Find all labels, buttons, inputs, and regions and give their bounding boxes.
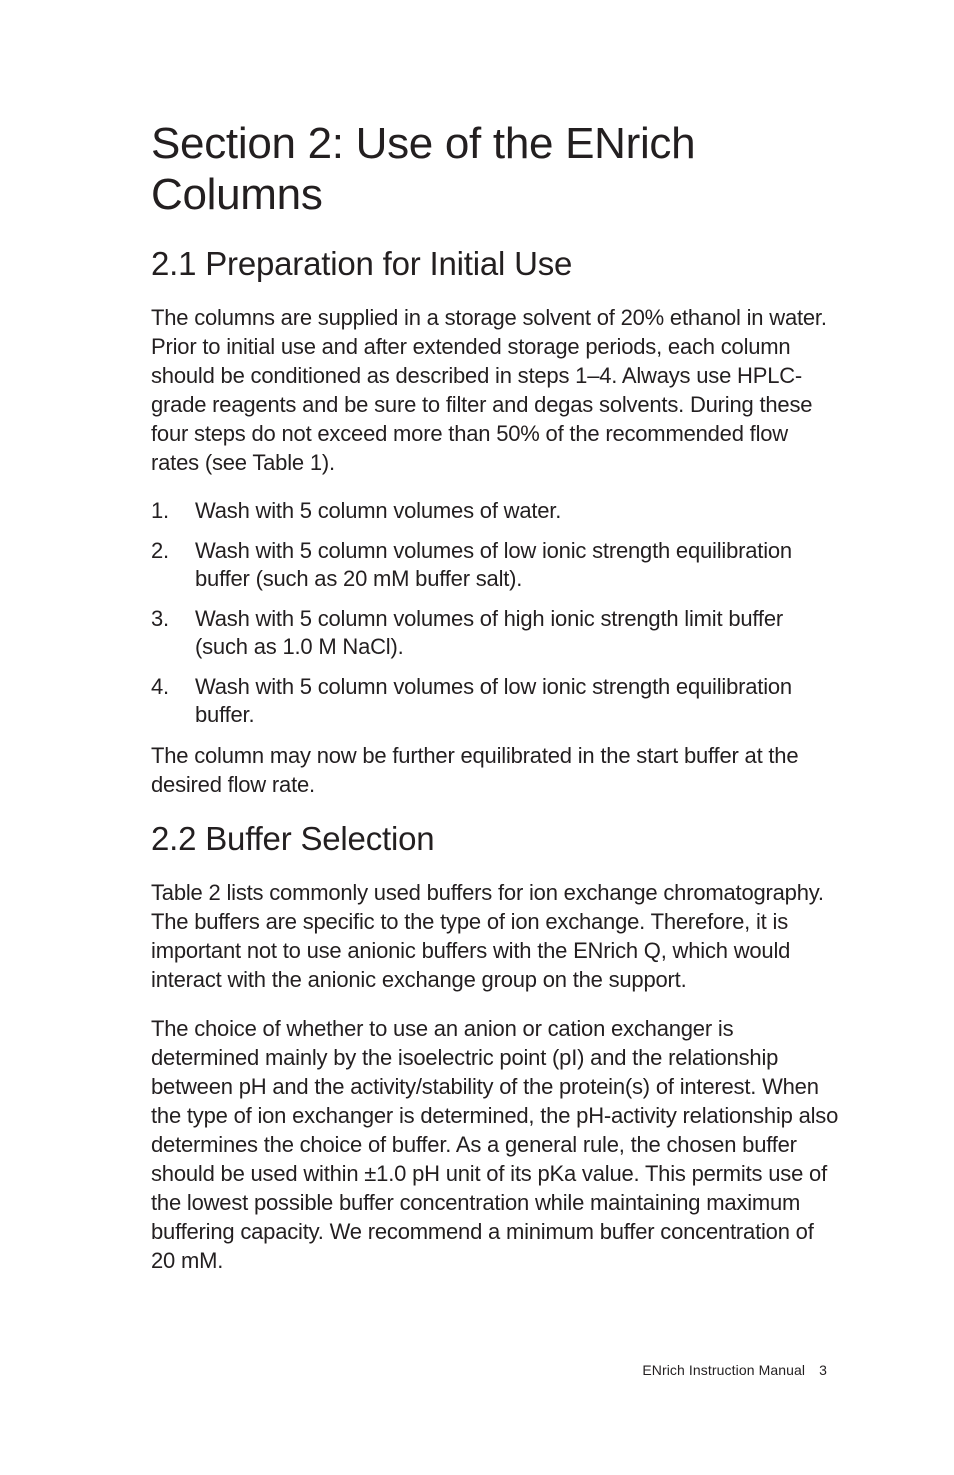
step-text: Wash with 5 column volumes of low ionic strength equilibration buffer (such as 20 mM buffer salt). xyxy=(195,538,792,591)
list-item xyxy=(151,605,841,661)
step-text: Wash with 5 column volumes of high ionic strength limit buffer (such as 1.0 M NaCl). xyxy=(195,606,783,659)
buffer-selection-paragraph-2: The choice of whether to use an anion or cation exchanger is determined mainly by the isoelectric point (pI) and the relationship between pH and the activity/stability of the protein(s) of interest. When the type of ion exchanger is determined, the pH-activity relationship also determines the choice of buffer. As a general rule, the chosen buffer should be used within ±1.0 pH unit of its pKa value. This permits use of the lowest possible buffer concentration while maintaining maximum buffering capacity. We recommend a minimum buffer concentration of 20 mM. xyxy=(151,1016,839,1273)
preparation-intro-paragraph: The columns are supplied in a storage solvent of 20% ethanol in water. Prior to initial use and after extended storage periods, each column should be conditioned as described in steps 1–4. Always use HPLC-grade reagents and be sure to filter and degas solvents. During these four steps do not exceed more than 50% of the recommended flow rates (see Table 1). xyxy=(151,305,827,475)
step-number: 4. xyxy=(151,674,169,699)
step-text: Wash with 5 column volumes of water. xyxy=(195,498,562,523)
step-number: 1. xyxy=(151,498,169,523)
section-title: Section 2: Use of the ENrich Columns xyxy=(151,119,696,219)
subsection-title-buffer-selection: 2.2 Buffer Selection xyxy=(151,820,435,857)
step-number: 3. xyxy=(151,606,169,631)
list-item xyxy=(151,497,841,525)
preparation-closing-paragraph: The column may now be further equilibrated in the start buffer at the desired flow rate. xyxy=(151,743,799,797)
conditioning-steps-list xyxy=(151,497,841,729)
list-item xyxy=(151,673,841,729)
step-text: Wash with 5 column volumes of low ionic strength equilibration buffer. xyxy=(195,674,792,727)
footer-manual-title: ENrich Instruction Manual xyxy=(642,1362,806,1378)
step-number: 2. xyxy=(151,538,169,563)
buffer-selection-paragraph-1: Table 2 lists commonly used buffers for ion exchange chromatography. The buffers are specific to the type of ion exchange. Therefore, it is important not to use anionic buffers with the ENrich Q, which would interact with the anionic exchange group on the support. xyxy=(151,880,824,992)
document-page xyxy=(151,118,841,1295)
page-number: 3 xyxy=(819,1362,827,1378)
list-item xyxy=(151,537,841,593)
subsection-title-preparation: 2.1 Preparation for Initial Use xyxy=(151,245,573,282)
page-footer xyxy=(642,1360,827,1380)
